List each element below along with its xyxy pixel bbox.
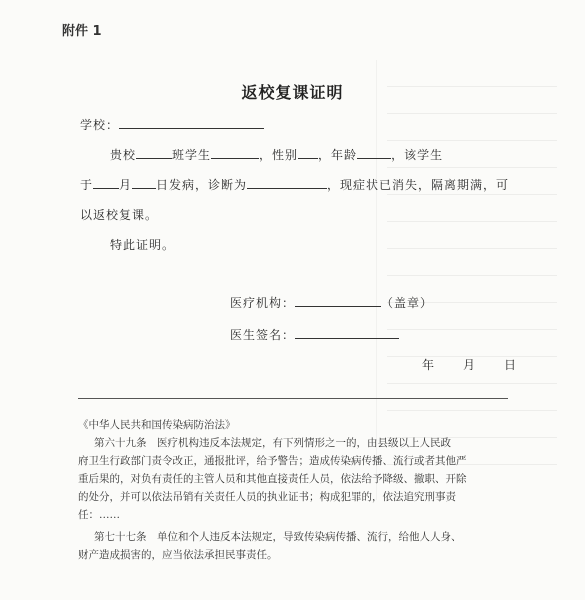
- text-gender: ，性别: [259, 148, 299, 162]
- school-row: [80, 116, 264, 133]
- date-row: [422, 356, 517, 373]
- return-school-text: 以返校复课。: [80, 208, 159, 222]
- student-info-row: [110, 146, 443, 163]
- text-month: 月: [119, 178, 133, 192]
- text-guixiao: 贵校: [110, 148, 137, 162]
- seal-note: （盖章）: [381, 296, 434, 310]
- institution-blank[interactable]: [295, 294, 381, 307]
- text-class-student: 班学生: [172, 148, 212, 162]
- diagnosis-row: [80, 176, 509, 193]
- text-onset-diagnosis: 日发病，诊断为: [156, 178, 248, 192]
- doctor-row: [230, 326, 399, 343]
- article-69-line-4: 的处分，并可以依法吊销有关责任人员的执业证书；构成犯罪的，依法追究刑事责: [78, 491, 456, 503]
- article-69-line-1: 第六十九条 医疗机构违反本法规定，有下列情形之一的，由县级以上人民政: [94, 437, 451, 449]
- page-title: 返校复课证明: [241, 83, 344, 102]
- class-blank[interactable]: [136, 146, 172, 159]
- doctor-label: 医生签名：: [230, 328, 296, 342]
- diagnosis-blank[interactable]: [247, 176, 327, 189]
- school-label: 学校：: [80, 118, 120, 132]
- article-77-line-2: 财产造成损害的，应当依法承担民事责任。: [78, 549, 278, 561]
- institution-row: [230, 294, 433, 311]
- student-name-blank[interactable]: [211, 146, 259, 159]
- text-this-student: ，该学生: [391, 148, 444, 162]
- month-label: 月: [463, 358, 477, 372]
- gender-blank[interactable]: [298, 146, 318, 159]
- age-blank[interactable]: [357, 146, 391, 159]
- month-blank[interactable]: [93, 176, 119, 189]
- day-label: 日: [504, 358, 518, 372]
- article-77-line-1: 第七十七条 单位和个人违反本法规定，导致传染病传播、流行，给他人人身、: [94, 531, 462, 543]
- law-title: 《中华人民共和国传染病防治法》: [78, 419, 236, 431]
- day-blank[interactable]: [132, 176, 156, 189]
- divider-line: [78, 398, 508, 399]
- text-symptoms-gone: ，现症状已消失，隔离期满，可: [327, 178, 510, 192]
- text-yu: 于: [80, 178, 94, 192]
- certify-text: 特此证明。: [110, 238, 176, 252]
- article-69-line-2: 府卫生行政部门责令改正，通报批评，给予警告；造成传染病传播、流行或者其他严: [78, 455, 467, 467]
- article-69-line-3: 重后果的，对负有责任的主管人员和其他直接责任人员，依法给予降级、撤职、开除: [78, 473, 467, 485]
- year-label: 年: [422, 358, 436, 372]
- text-age: ，年龄: [318, 148, 358, 162]
- institution-label: 医疗机构：: [230, 296, 296, 310]
- school-blank[interactable]: [119, 116, 264, 129]
- doctor-signature-blank[interactable]: [295, 326, 399, 339]
- attachment-label: 附件 1: [62, 24, 102, 39]
- article-69-line-5: 任：……: [78, 509, 120, 521]
